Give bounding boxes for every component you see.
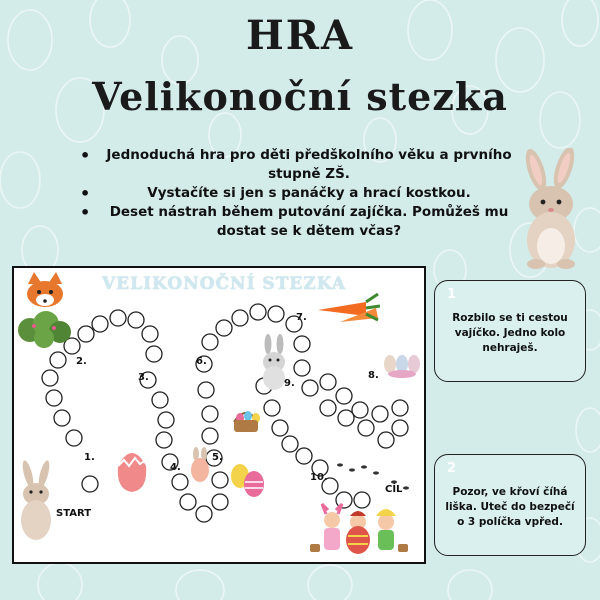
trap-card-number: 1 <box>447 287 457 302</box>
start-label: START <box>56 508 92 519</box>
description-item: • Deset nástrah během putování zajíčka. Pomůžeš mu dostat se k dětem včas? <box>80 203 520 241</box>
bush-icon <box>18 311 71 348</box>
fox-icon <box>27 272 63 307</box>
trap-card-1 <box>434 280 586 382</box>
field-number-5: 5. <box>212 452 223 463</box>
bunny-group-icon <box>384 355 420 378</box>
children-icon <box>310 504 408 554</box>
board-title: VELIKONOČNÍ STEZKA <box>101 274 347 294</box>
field-number-9: 9. <box>284 378 295 389</box>
field-number-7: 7. <box>296 312 307 323</box>
trap-card-number: 2 <box>447 461 457 476</box>
field-number-6: 6. <box>196 356 207 367</box>
bunny-icon <box>512 148 590 270</box>
field-number-8: 8. <box>368 370 379 381</box>
trap-card-text: Rozbilo se ti cestou vajíčko. Jedno kolo nehraješ. <box>452 312 568 354</box>
trap-card-2 <box>434 454 586 556</box>
description-list <box>80 146 520 241</box>
field-number-3: 3. <box>138 372 149 383</box>
field-number-2: 2. <box>76 356 87 367</box>
field-number-10: 10. <box>310 472 328 483</box>
description-item: • Vystačíte si jen s panáčky a hrací kostkou. <box>80 184 520 203</box>
description-item: • Jednoduchá hra pro děti předškolního věku a prvního stupně ZŠ. <box>80 146 520 184</box>
field-number-1: 1. <box>84 452 95 463</box>
page-title-game: HRA <box>245 12 355 59</box>
page-title-name: Velikonoční stezka <box>92 74 508 119</box>
game-board <box>12 266 426 564</box>
field-number-4: 4. <box>170 462 181 473</box>
bunny-icon <box>191 447 209 482</box>
egg-icon <box>118 453 146 492</box>
finish-label: CÍL <box>385 484 403 495</box>
bunny-icon <box>21 459 52 540</box>
bunny-icon <box>263 334 285 390</box>
egg-icon <box>231 464 264 497</box>
carrot-icon <box>318 294 380 322</box>
trap-card-text: Pozor, ve křoví číhá liška. Uteč do bezpečí o 3 políčka vpřed. <box>445 486 575 528</box>
basket-icon <box>234 411 260 432</box>
